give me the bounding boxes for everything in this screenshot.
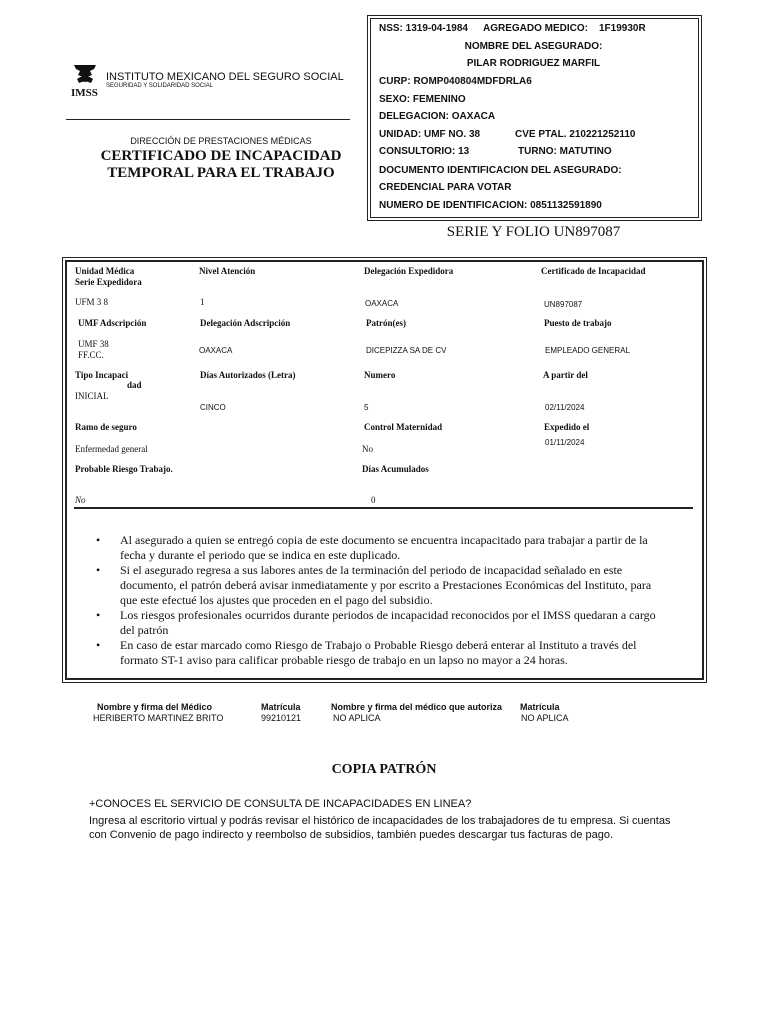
serie-folio: SERIE Y FOLIO UN897087 (446, 224, 621, 240)
nivel-atencion-label: Nivel Atención (199, 266, 256, 276)
medico-value: HERIBERTO MARTINEZ BRITO (93, 713, 224, 723)
unidad-medica-value: UFM 3 8 (75, 297, 109, 307)
medico-label: Nombre y firma del Médico (97, 702, 213, 712)
agregado-label: AGREGADO MEDICO: (483, 23, 588, 34)
curp: CURP: ROMP040804MDFDRLA6 (379, 76, 532, 87)
insured-name: PILAR RODRIGUEZ MARFIL (466, 58, 601, 69)
cve-ptal: CVE PTAL. 210221252110 (515, 129, 636, 140)
delegacion-expedidora-label: Delegación Expedidora (364, 266, 454, 276)
promo-body: Ingresa al escritorio virtual y podrás revisar el histórico de incapacidades de los trabajadores de tu empresa. Si cuentas con Convenio de pago indirecto y reembolso de subsidios, también puedes descargar tus facturas de pago. (89, 815, 671, 841)
direction-label: DIRECCIÓN DE PRESTACIONES MÉDICAS (130, 136, 312, 146)
unidad-medica-label-1: Unidad Médica (75, 266, 135, 276)
note-item: • Los riesgos profesionales ocurridos durante periodos de incapacidad reconocidos por el IMSS quedaran a cargo del patrón (96, 608, 671, 638)
agregado-value: 1F19930R (599, 23, 646, 34)
copia-patron-heading: COPIA PATRÓN (331, 762, 437, 777)
tipo-incapacidad-label-2: dad (127, 380, 142, 390)
delegacion-adscripcion-value: OAXACA (199, 346, 233, 355)
probable-riesgo-label: Probable Riesgo Trabajo. (75, 464, 173, 474)
tipo-incapacidad-value: INICIAL (75, 391, 109, 401)
institution-slogan: SEGURIDAD Y SOLIDARIDAD SOCIAL (106, 83, 214, 89)
svg-text:IMSS: IMSS (71, 87, 98, 97)
dias-autorizados-letra-label: Días Autorizados (Letra) (200, 370, 296, 380)
insured-name-label: NOMBRE DEL ASEGURADO: (464, 41, 603, 52)
umf-adscripcion-label: UMF Adscripción (78, 318, 147, 328)
numero-value: 5 (364, 403, 369, 412)
a-partir-del-label: A partir del (543, 370, 588, 380)
nivel-atencion-value: 1 (200, 297, 205, 307)
notes-list (96, 533, 671, 668)
tipo-incapacidad-label-1: Tipo Incapaci (75, 370, 129, 380)
dias-acumulados-value: 0 (371, 495, 376, 505)
umf-adscripcion-value-2: FF.CC. (78, 350, 104, 360)
certificate-title-line1: CERTIFICADO DE INCAPACIDAD (100, 148, 342, 164)
id-document-label: DOCUMENTO IDENTIFICACION DEL ASEGURADO: (379, 165, 622, 176)
dias-autorizados-letra-value: CINCO (200, 403, 226, 412)
turno: TURNO: MATUTINO (518, 146, 612, 157)
table-divider (74, 507, 693, 509)
delegacion: DELEGACION: OAXACA (379, 111, 496, 122)
note-item: • Si el asegurado regresa a sus labores antes de la terminación del periodo de incapacidad señalado en este documento, el patrón deberá avisar inmediatamente y por escrito a Prestaciones Económicas del Instituto, para que este efectué los ajustes que proceden en el pago del subsidio. (96, 563, 671, 608)
promo-title: +CONOCES EL SERVICIO DE CONSULTA DE INCAPACIDADES EN LINEA? (89, 798, 472, 810)
unidad: UNIDAD: UMF NO. 38 (379, 129, 481, 140)
numero-label: Numero (364, 370, 396, 380)
patron-label: Patrón(es) (366, 318, 406, 328)
control-maternidad-value: No (362, 444, 373, 454)
note-item: • Al asegurado a quien se entregó copia de este documento se encuentra incapacitado para trabajar a partir de la fecha y durante el periodo que se indica en este duplicado. (96, 533, 671, 563)
dias-acumulados-label: Días Acumulados (362, 464, 429, 474)
ramo-seguro-label: Ramo de seguro (75, 422, 137, 432)
note-item: • En caso de estar marcado como Riesgo de Trabajo o Probable Riesgo deberá enterar al Instituto a través del formato ST-1 aviso para calificar probable riesgo de trabajo en un lapso no mayor a 24 horas. (96, 638, 671, 668)
nss: NSS: 1319-04-1984 (379, 23, 468, 34)
medico-autoriza-value: NO APLICA (333, 713, 381, 723)
patron-value: DICEPIZZA SA DE CV (366, 346, 447, 355)
expedido-el-value: 01/11/2024 (545, 438, 585, 447)
matricula-value: 99210121 (261, 713, 302, 723)
institution-name: INSTITUTO MEXICANO DEL SEGURO SOCIAL (106, 71, 344, 83)
delegacion-expedidora-value: OAXACA (365, 299, 399, 308)
imss-logo-icon (70, 63, 100, 97)
consultorio: CONSULTORIO: 13 (379, 146, 470, 157)
id-number: NUMERO DE IDENTIFICACION: 0851132591890 (379, 200, 602, 211)
unidad-medica-label-2: Serie Expedidora (75, 277, 142, 287)
certificado-value: UN897087 (544, 300, 583, 309)
probable-riesgo-value: No (75, 495, 86, 505)
matricula2-label: Matrícula (520, 702, 560, 712)
puesto-value: EMPLEADO GENERAL (545, 346, 630, 355)
header-divider (66, 119, 350, 120)
id-document-value: CREDENCIAL PARA VOTAR (379, 182, 512, 193)
medico-autoriza-label: Nombre y firma del médico que autoriza (331, 702, 503, 712)
matricula2-value: NO APLICA (521, 713, 569, 723)
delegacion-adscripcion-label: Delegación Adscripción (200, 318, 291, 328)
expedido-el-label: Expedido el (544, 422, 590, 432)
puesto-label: Puesto de trabajo (544, 318, 612, 328)
certificado-label: Certificado de Incapacidad (541, 266, 646, 276)
sexo: SEXO: FEMENINO (379, 94, 466, 105)
certificate-title-line2: TEMPORAL PARA EL TRABAJO (107, 165, 335, 181)
control-maternidad-label: Control Maternidad (364, 422, 443, 432)
ramo-seguro-value: Enfermedad general (75, 444, 148, 454)
umf-adscripcion-value-1: UMF 38 (78, 339, 109, 349)
a-partir-del-value: 02/11/2024 (545, 403, 585, 412)
matricula-label: Matrícula (261, 702, 301, 712)
